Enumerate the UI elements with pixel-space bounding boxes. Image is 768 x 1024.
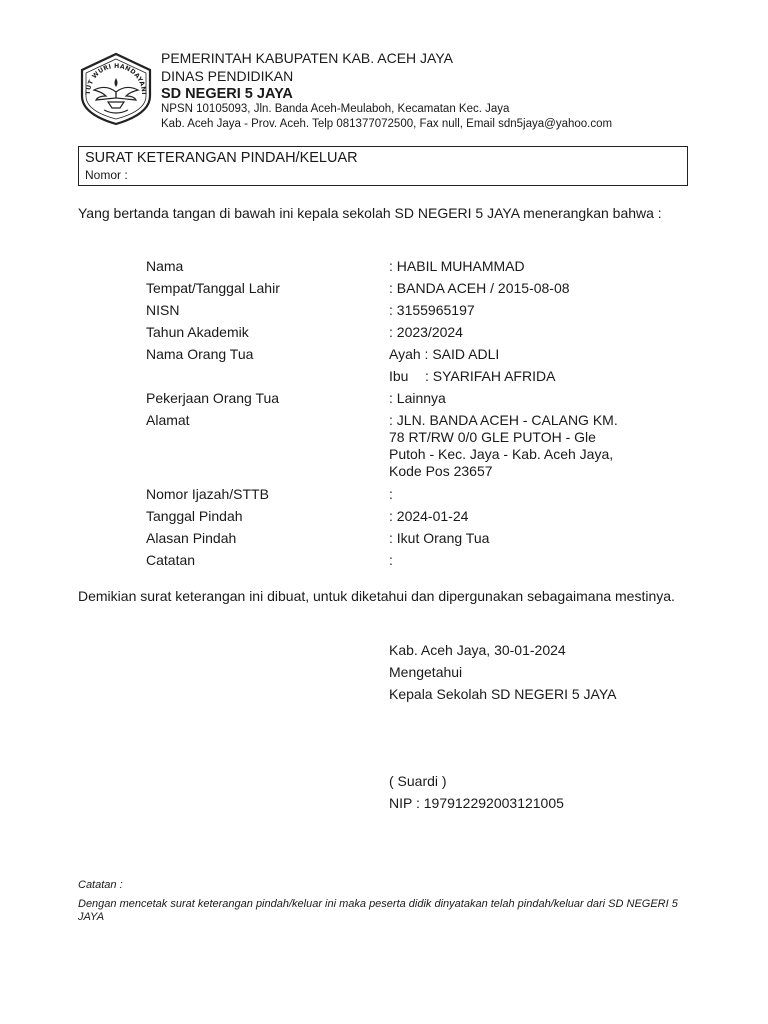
field-value-ayah: Ayah : SAID ADLI bbox=[389, 346, 500, 362]
field-label-nama: Nama bbox=[146, 258, 184, 274]
header-address-line2: Kab. Aceh Jaya - Prov. Aceh. Telp 081377072500, Fax null, Email sdn5jaya@yahoo.com bbox=[161, 118, 613, 130]
field-label-alamat: Alamat bbox=[146, 412, 190, 428]
letter-title: SURAT KETERANGAN PINDAH/KELUAR bbox=[85, 150, 358, 166]
signature-position: Kepala Sekolah SD NEGERI 5 JAYA bbox=[389, 686, 617, 702]
field-value-nisn: : 3155965197 bbox=[389, 302, 475, 318]
header-government: PEMERINTAH KABUPATEN KAB. ACEH JAYA bbox=[161, 50, 453, 66]
field-label-ijazah: Nomor Ijazah/STTB bbox=[146, 486, 269, 502]
field-label-catatan: Catatan bbox=[146, 552, 196, 568]
field-value-ttl: : BANDA ACEH / 2015-08-08 bbox=[389, 280, 570, 296]
closing-paragraph: Demikian surat keterangan ini dibuat, untuk diketahui dan dipergunakan sebagaimana mestinya. bbox=[78, 588, 675, 604]
field-label-tahun: Tahun Akademik bbox=[146, 324, 249, 340]
letter-number: Nomor : bbox=[85, 168, 128, 182]
field-value-catatan: : bbox=[389, 552, 393, 568]
field-label-orang-tua: Nama Orang Tua bbox=[146, 346, 254, 362]
field-value-ijazah: : bbox=[389, 486, 393, 502]
field-label-tanggal-pindah: Tanggal Pindah bbox=[146, 508, 243, 524]
field-label-alasan: Alasan Pindah bbox=[146, 530, 237, 546]
signature-nip: NIP : 197912292003121005 bbox=[389, 795, 564, 811]
field-value-ibu: : SYARIFAH AFRIDA bbox=[425, 368, 556, 384]
field-value-nama: : HABIL MUHAMMAD bbox=[389, 258, 525, 274]
field-value-alasan: : Ikut Orang Tua bbox=[389, 530, 490, 546]
field-value-tahun: : 2023/2024 bbox=[389, 324, 463, 340]
signature-name: ( Suardi ) bbox=[389, 773, 447, 789]
header-address-line1: NPSN 10105093, Jln. Banda Aceh-Meulaboh, Kecamatan Kec. Jaya bbox=[161, 103, 510, 115]
footnote-label: Catatan : bbox=[78, 879, 123, 891]
tut-wuri-handayani-logo bbox=[76, 52, 156, 126]
field-value-pekerjaan: : Lainnya bbox=[389, 390, 446, 406]
letter-title-box bbox=[78, 146, 688, 186]
header-department: DINAS PENDIDIKAN bbox=[161, 68, 294, 84]
field-value-alamat: : JLN. BANDA ACEH - CALANG KM. 78 RT/RW 0/0 GLE PUTOH - Gle Putoh - Kec. Jaya - Kab. Aceh Jaya, Kode Pos 23657 bbox=[389, 412, 618, 479]
field-label-ibu: Ibu bbox=[389, 368, 409, 384]
header-school-name: SD NEGERI 5 JAYA bbox=[161, 86, 293, 102]
intro-paragraph: Yang bertanda tangan di bawah ini kepala sekolah SD NEGERI 5 JAYA menerangkan bahwa : bbox=[78, 205, 662, 221]
footnote-text: Dengan mencetak surat keterangan pindah/keluar ini maka peserta didik dinyatakan telah pindah/keluar dari SD NEGERI 5 JAYA bbox=[78, 898, 678, 923]
field-label-ttl: Tempat/Tanggal Lahir bbox=[146, 280, 280, 296]
field-label-nisn: NISN bbox=[146, 302, 180, 318]
field-label-pekerjaan: Pekerjaan Orang Tua bbox=[146, 390, 280, 406]
logo-motto: TUT WURI HANDAYANI bbox=[84, 62, 148, 96]
signature-place-date: Kab. Aceh Jaya, 30-01-2024 bbox=[389, 642, 566, 658]
field-value-tanggal-pindah: : 2024-01-24 bbox=[389, 508, 469, 524]
signature-acknowledge: Mengetahui bbox=[389, 664, 463, 680]
